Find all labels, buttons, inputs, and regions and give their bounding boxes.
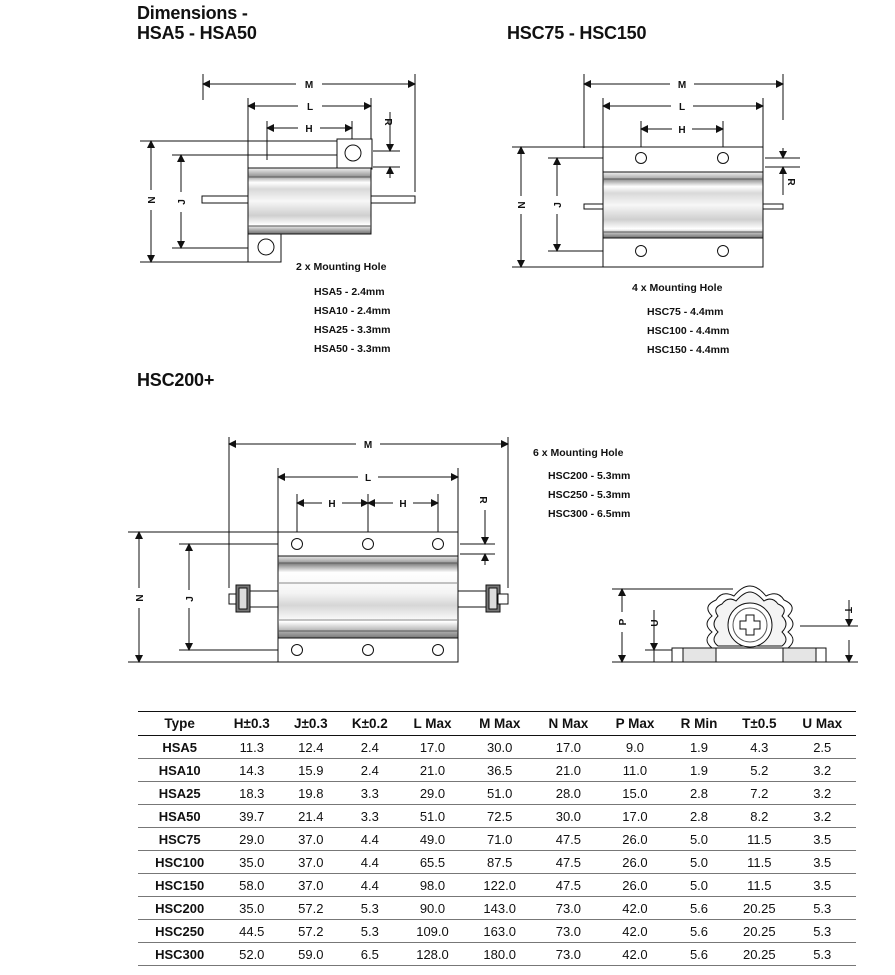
hsc75-drawing bbox=[512, 74, 800, 267]
table-row bbox=[138, 851, 856, 874]
value-cell: 9.0 bbox=[602, 736, 668, 759]
type-cell: HSC100 bbox=[138, 851, 221, 874]
value-cell: 35.0 bbox=[221, 897, 282, 920]
value-cell: 2.4 bbox=[339, 736, 400, 759]
dim-h-label: H bbox=[328, 499, 336, 510]
hsc200-drawing bbox=[128, 437, 508, 662]
heading-dimensions: Dimensions - bbox=[137, 3, 248, 23]
table-row bbox=[138, 736, 856, 759]
value-cell: 5.0 bbox=[668, 874, 730, 897]
type-cell: HSA50 bbox=[138, 805, 221, 828]
dim-l-label: L bbox=[364, 473, 372, 484]
heading-hsc75-hsc150: HSC75 - HSC150 bbox=[507, 23, 647, 43]
hsa-mounting-hole-title: 2 x Mounting Hole bbox=[296, 261, 387, 273]
value-cell: 4.4 bbox=[339, 828, 400, 851]
value-cell: 4.3 bbox=[730, 736, 788, 759]
value-cell: 30.0 bbox=[465, 736, 535, 759]
list-item: HSC75 - 4.4mm bbox=[647, 306, 724, 318]
table-row bbox=[138, 874, 856, 897]
value-cell: 28.0 bbox=[535, 782, 602, 805]
column-header: R Min bbox=[668, 712, 730, 736]
value-cell: 2.8 bbox=[668, 805, 730, 828]
dimensions-table bbox=[138, 711, 856, 966]
value-cell: 2.4 bbox=[339, 759, 400, 782]
value-cell: 3.2 bbox=[789, 805, 857, 828]
value-cell: 11.5 bbox=[730, 828, 788, 851]
value-cell: 15.9 bbox=[282, 759, 339, 782]
value-cell: 3.5 bbox=[789, 851, 857, 874]
column-header: H±0.3 bbox=[221, 712, 282, 736]
value-cell: 57.2 bbox=[282, 897, 339, 920]
dim-j-label: J bbox=[553, 202, 564, 208]
value-cell: 2.5 bbox=[789, 736, 857, 759]
table-row bbox=[138, 828, 856, 851]
column-header: P Max bbox=[602, 712, 668, 736]
table-row bbox=[138, 920, 856, 943]
value-cell: 11.3 bbox=[221, 736, 282, 759]
value-cell: 65.5 bbox=[400, 851, 464, 874]
value-cell: 4.4 bbox=[339, 874, 400, 897]
value-cell: 21.0 bbox=[400, 759, 464, 782]
column-header: J±0.3 bbox=[282, 712, 339, 736]
value-cell: 5.3 bbox=[789, 920, 857, 943]
value-cell: 5.0 bbox=[668, 828, 730, 851]
list-item: HSC250 - 5.3mm bbox=[548, 489, 631, 501]
hsa-mounting-hole-list bbox=[314, 283, 390, 359]
dim-m-label: M bbox=[677, 80, 687, 91]
value-cell: 1.9 bbox=[668, 736, 730, 759]
value-cell: 5.3 bbox=[339, 920, 400, 943]
type-cell: HSC75 bbox=[138, 828, 221, 851]
value-cell: 5.3 bbox=[789, 943, 857, 966]
value-cell: 143.0 bbox=[465, 897, 535, 920]
value-cell: 51.0 bbox=[465, 782, 535, 805]
value-cell: 122.0 bbox=[465, 874, 535, 897]
type-cell: HSA5 bbox=[138, 736, 221, 759]
dim-u-label: U bbox=[650, 619, 661, 627]
value-cell: 26.0 bbox=[602, 851, 668, 874]
table-row bbox=[138, 943, 856, 966]
value-cell: 90.0 bbox=[400, 897, 464, 920]
value-cell: 36.5 bbox=[465, 759, 535, 782]
heading-hsc200: HSC200+ bbox=[137, 370, 215, 390]
type-cell: HSC250 bbox=[138, 920, 221, 943]
value-cell: 5.3 bbox=[339, 897, 400, 920]
value-cell: 47.5 bbox=[535, 828, 602, 851]
value-cell: 17.0 bbox=[400, 736, 464, 759]
value-cell: 73.0 bbox=[535, 920, 602, 943]
value-cell: 21.4 bbox=[282, 805, 339, 828]
list-item: HSA25 - 3.3mm bbox=[314, 324, 391, 336]
dim-r-label: R bbox=[382, 118, 393, 126]
dim-j-label: J bbox=[185, 596, 196, 602]
hsc75-mounting-hole-title: 4 x Mounting Hole bbox=[632, 282, 723, 294]
value-cell: 17.0 bbox=[535, 736, 602, 759]
type-cell: HSC200 bbox=[138, 897, 221, 920]
column-header: T±0.5 bbox=[730, 712, 788, 736]
value-cell: 11.5 bbox=[730, 874, 788, 897]
value-cell: 1.9 bbox=[668, 759, 730, 782]
value-cell: 20.25 bbox=[730, 943, 788, 966]
list-item: HSA50 - 3.3mm bbox=[314, 343, 391, 355]
value-cell: 15.0 bbox=[602, 782, 668, 805]
value-cell: 14.3 bbox=[221, 759, 282, 782]
dim-h-label: H bbox=[399, 499, 407, 510]
value-cell: 29.0 bbox=[221, 828, 282, 851]
value-cell: 73.0 bbox=[535, 943, 602, 966]
dim-m-label: M bbox=[363, 440, 373, 451]
value-cell: 58.0 bbox=[221, 874, 282, 897]
dim-l-label: L bbox=[678, 102, 686, 113]
value-cell: 19.8 bbox=[282, 782, 339, 805]
value-cell: 5.6 bbox=[668, 920, 730, 943]
value-cell: 20.25 bbox=[730, 920, 788, 943]
column-header: Type bbox=[138, 712, 221, 736]
end-view-drawing bbox=[612, 586, 858, 662]
hsc75-mounting-hole-list bbox=[647, 303, 729, 360]
hsa-drawing bbox=[140, 74, 415, 262]
dim-n-label: N bbox=[517, 201, 528, 209]
value-cell: 87.5 bbox=[465, 851, 535, 874]
value-cell: 37.0 bbox=[282, 828, 339, 851]
column-header: U Max bbox=[789, 712, 857, 736]
value-cell: 4.4 bbox=[339, 851, 400, 874]
value-cell: 6.5 bbox=[339, 943, 400, 966]
value-cell: 2.8 bbox=[668, 782, 730, 805]
value-cell: 12.4 bbox=[282, 736, 339, 759]
column-header: K±0.2 bbox=[339, 712, 400, 736]
column-header: N Max bbox=[535, 712, 602, 736]
list-item: HSC300 - 6.5mm bbox=[548, 508, 631, 520]
value-cell: 21.0 bbox=[535, 759, 602, 782]
value-cell: 39.7 bbox=[221, 805, 282, 828]
type-cell: HSC300 bbox=[138, 943, 221, 966]
value-cell: 72.5 bbox=[465, 805, 535, 828]
list-item: HSA5 - 2.4mm bbox=[314, 286, 385, 298]
list-item: HSA10 - 2.4mm bbox=[314, 305, 391, 317]
column-header: M Max bbox=[465, 712, 535, 736]
dim-h-label: H bbox=[305, 124, 313, 135]
column-header: L Max bbox=[400, 712, 464, 736]
value-cell: 11.5 bbox=[730, 851, 788, 874]
table-header-row bbox=[138, 712, 856, 736]
value-cell: 47.5 bbox=[535, 874, 602, 897]
list-item: HSC150 - 4.4mm bbox=[647, 344, 730, 356]
value-cell: 5.0 bbox=[668, 851, 730, 874]
value-cell: 42.0 bbox=[602, 943, 668, 966]
list-item: HSC100 - 4.4mm bbox=[647, 325, 730, 337]
dim-j-label: J bbox=[177, 199, 188, 205]
value-cell: 163.0 bbox=[465, 920, 535, 943]
dim-n-label: N bbox=[135, 594, 146, 602]
dim-r-label: R bbox=[785, 178, 796, 186]
value-cell: 44.5 bbox=[221, 920, 282, 943]
value-cell: 30.0 bbox=[535, 805, 602, 828]
table-row bbox=[138, 805, 856, 828]
value-cell: 26.0 bbox=[602, 874, 668, 897]
value-cell: 109.0 bbox=[400, 920, 464, 943]
value-cell: 29.0 bbox=[400, 782, 464, 805]
type-cell: HSA10 bbox=[138, 759, 221, 782]
dim-m-label: M bbox=[304, 80, 314, 91]
value-cell: 3.5 bbox=[789, 874, 857, 897]
value-cell: 3.2 bbox=[789, 782, 857, 805]
value-cell: 73.0 bbox=[535, 897, 602, 920]
value-cell: 11.0 bbox=[602, 759, 668, 782]
value-cell: 3.5 bbox=[789, 828, 857, 851]
table-body bbox=[138, 736, 856, 966]
table-row bbox=[138, 897, 856, 920]
value-cell: 37.0 bbox=[282, 851, 339, 874]
value-cell: 5.2 bbox=[730, 759, 788, 782]
value-cell: 49.0 bbox=[400, 828, 464, 851]
value-cell: 42.0 bbox=[602, 897, 668, 920]
value-cell: 57.2 bbox=[282, 920, 339, 943]
value-cell: 20.25 bbox=[730, 897, 788, 920]
value-cell: 5.6 bbox=[668, 897, 730, 920]
hsc200-mounting-hole-title: 6 x Mounting Hole bbox=[533, 447, 624, 459]
dim-l-label: L bbox=[306, 102, 314, 113]
value-cell: 26.0 bbox=[602, 828, 668, 851]
value-cell: 5.6 bbox=[668, 943, 730, 966]
value-cell: 71.0 bbox=[465, 828, 535, 851]
type-cell: HSA25 bbox=[138, 782, 221, 805]
hsc200-mounting-hole-list bbox=[548, 467, 630, 524]
value-cell: 37.0 bbox=[282, 874, 339, 897]
value-cell: 17.0 bbox=[602, 805, 668, 828]
value-cell: 8.2 bbox=[730, 805, 788, 828]
value-cell: 128.0 bbox=[400, 943, 464, 966]
value-cell: 47.5 bbox=[535, 851, 602, 874]
list-item: HSC200 - 5.3mm bbox=[548, 470, 631, 482]
value-cell: 42.0 bbox=[602, 920, 668, 943]
value-cell: 18.3 bbox=[221, 782, 282, 805]
value-cell: 5.3 bbox=[789, 897, 857, 920]
value-cell: 180.0 bbox=[465, 943, 535, 966]
heading-hsa5-hsa50: HSA5 - HSA50 bbox=[137, 23, 257, 43]
value-cell: 3.3 bbox=[339, 805, 400, 828]
value-cell: 98.0 bbox=[400, 874, 464, 897]
dim-n-label: N bbox=[147, 196, 158, 204]
value-cell: 59.0 bbox=[282, 943, 339, 966]
value-cell: 7.2 bbox=[730, 782, 788, 805]
value-cell: 52.0 bbox=[221, 943, 282, 966]
value-cell: 3.3 bbox=[339, 782, 400, 805]
table-row bbox=[138, 782, 856, 805]
dim-h-label: H bbox=[678, 125, 686, 136]
type-cell: HSC150 bbox=[138, 874, 221, 897]
dim-t-label: T bbox=[842, 606, 853, 614]
value-cell: 51.0 bbox=[400, 805, 464, 828]
value-cell: 3.2 bbox=[789, 759, 857, 782]
value-cell: 35.0 bbox=[221, 851, 282, 874]
dim-r-label: R bbox=[477, 496, 488, 504]
dim-p-label: P bbox=[618, 618, 629, 626]
table-row bbox=[138, 759, 856, 782]
